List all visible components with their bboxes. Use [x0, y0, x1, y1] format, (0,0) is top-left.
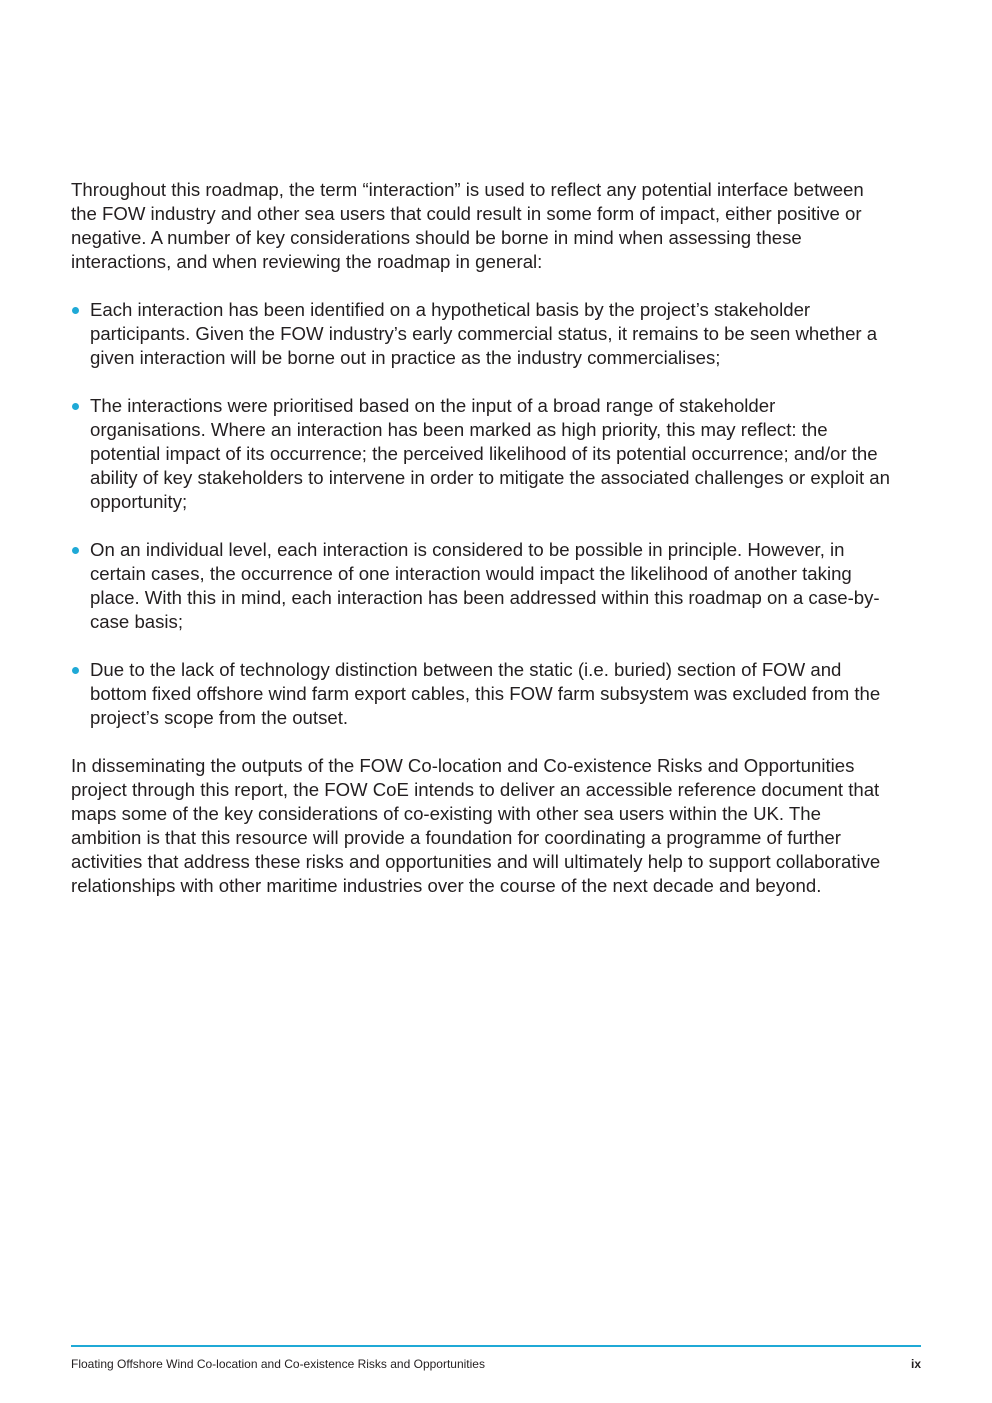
bullet-icon [72, 547, 79, 554]
closing-paragraph: In disseminating the outputs of the FOW Co-location and Co-existence Risks and Opportunities project through this report, the FOW CoE intends to deliver an accessible reference document that maps some of the key considerations of co-existing with other sea users within the UK. The ambition is that this resource will provide a foundation for coordinating a programme of further activities that address these risks and opportunities and will ultimately help to support collaborative relationships with other maritime industries over the course of the next decade and beyond. [71, 755, 881, 896]
page-number: ix [910, 1357, 921, 1371]
list-item [71, 538, 891, 634]
list-item-text: The interactions were prioritised based on the input of a broad range of stakeholder organisations. Where an interaction has been marked as high priority, this may reflect: the potential impact of its occurrence; the perceived likelihood of its potential occurrence; and/or the ability of key stakeholders to intervene in order to mitigate the associated challenges or exploit an opportunity; [90, 395, 890, 512]
list-item-text: Each interaction has been identified on a hypothetical basis by the project’s stakeholder participants. Given the FOW industry’s early commercial status, it remains to be seen whether a given interaction will be borne out in practice as the industry commercialises; [90, 299, 878, 368]
list-item [71, 394, 891, 514]
bullet-icon [72, 307, 79, 314]
main-content [71, 178, 891, 922]
bullet-icon [72, 667, 79, 674]
list-item [71, 298, 891, 370]
list-item-text: On an individual level, each interaction is considered to be possible in principle. However, in certain cases, the occurrence of one interaction would impact the likelihood of another taking place. With this in mind, each interaction has been addressed within this roadmap on a case-by-case basis; [90, 539, 880, 632]
intro-paragraph: Throughout this roadmap, the term “interaction” is used to reflect any potential interface between the FOW industry and other sea users that could result in some form of impact, either positive or negative. A number of key considerations should be borne in mind when assessing these interactions, and when reviewing the roadmap in general: [71, 179, 864, 272]
list-item-text: Due to the lack of technology distinction between the static (i.e. buried) section of FOW and bottom fixed offshore wind farm export cables, this FOW farm subsystem was excluded from the project’s scope from the outset. [90, 659, 881, 728]
footer-document-title: Floating Offshore Wind Co-location and Co-existence Risks and Opportunities [71, 1357, 485, 1371]
considerations-list [71, 298, 891, 730]
list-item [71, 658, 891, 730]
footer-divider [71, 1345, 921, 1347]
bullet-icon [72, 403, 79, 410]
